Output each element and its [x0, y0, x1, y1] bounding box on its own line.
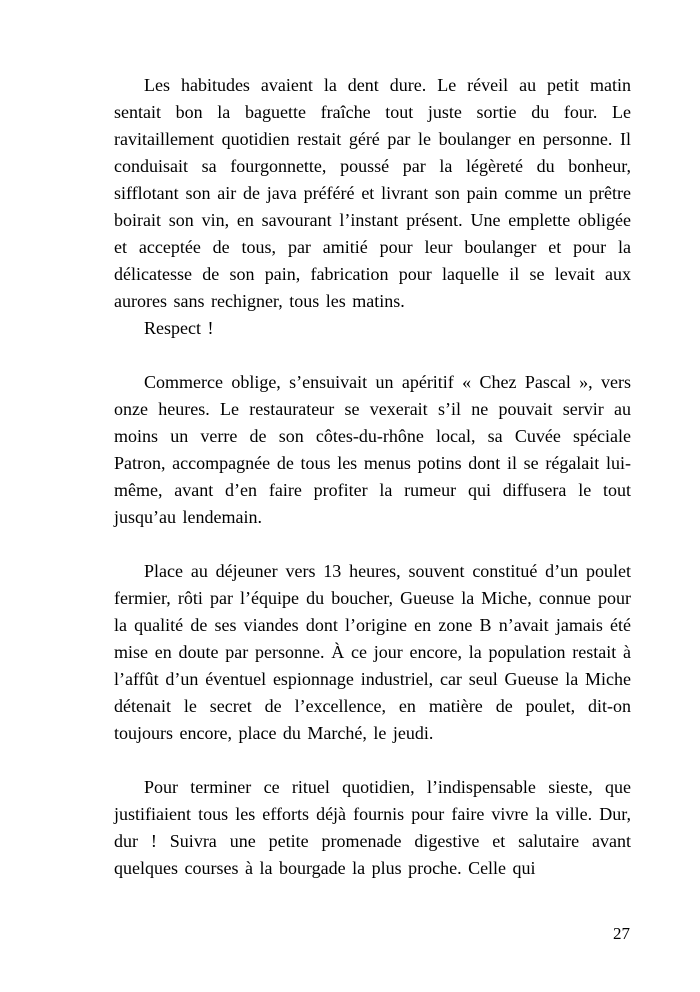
- paragraph-sieste: Pour terminer ce rituel quotidien, l’indispensable sieste, que justifiaient tous les efforts déjà fournis pour faire vivre la ville. Dur, dur ! Suivra une petite promenade digestive et salutaire avant quelques courses à la bourgade la plus proche. Celle qui: [114, 777, 631, 878]
- paragraph-habitudes: Les habitudes avaient la dent dure. Le réveil au petit matin sentait bon la baguette fraîche tout juste sortie du four. Le ravitaillement quotidien restait géré par le boulanger en personne. Il conduisait sa fourgonnette, poussé par la légèreté du bonheur, sifflotant son air de java préféré et livrant son pain comme un prêtre boirait son vin, en savourant l’instant présent. Une emplette obligée et acceptée de tous, par amitié pour leur boulanger et pour la délicatesse de son pain, fabrication pour laquelle il se levait aux aurores sans rechigner, tous les matins.: [114, 75, 631, 311]
- page-number: 27: [613, 924, 630, 943]
- paragraph-respect: Respect !: [144, 318, 214, 338]
- text-block: [114, 72, 631, 882]
- paragraph-dejeuner: Place au déjeuner vers 13 heures, souvent constitué d’un poulet fermier, rôti par l’équipe du boucher, Gueuse la Miche, connue pour la qualité de ses viandes dont l’origine en zone B n’avait jamais été mise en doute par personne. À ce jour encore, la population restait à l’affût d’un éventuel espionnage industriel, car seul Gueuse la Miche détenait le secret de l’excellence, en matière de poulet, dit-on toujours encore, place du Marché, le jeudi.: [114, 561, 631, 743]
- paragraph-commerce: Commerce oblige, s’ensuivait un apéritif « Chez Pascal », vers onze heures. Le restaurateur se vexerait s’il ne pouvait servir au moins un verre de son côtes-du-rhône local, sa Cuvée spéciale Patron, accompagnée de tous les menus potins dont il se régalait lui-même, avant d’en faire profiter la rumeur qui diffusera le tout jusqu’au lendemain.: [114, 372, 631, 527]
